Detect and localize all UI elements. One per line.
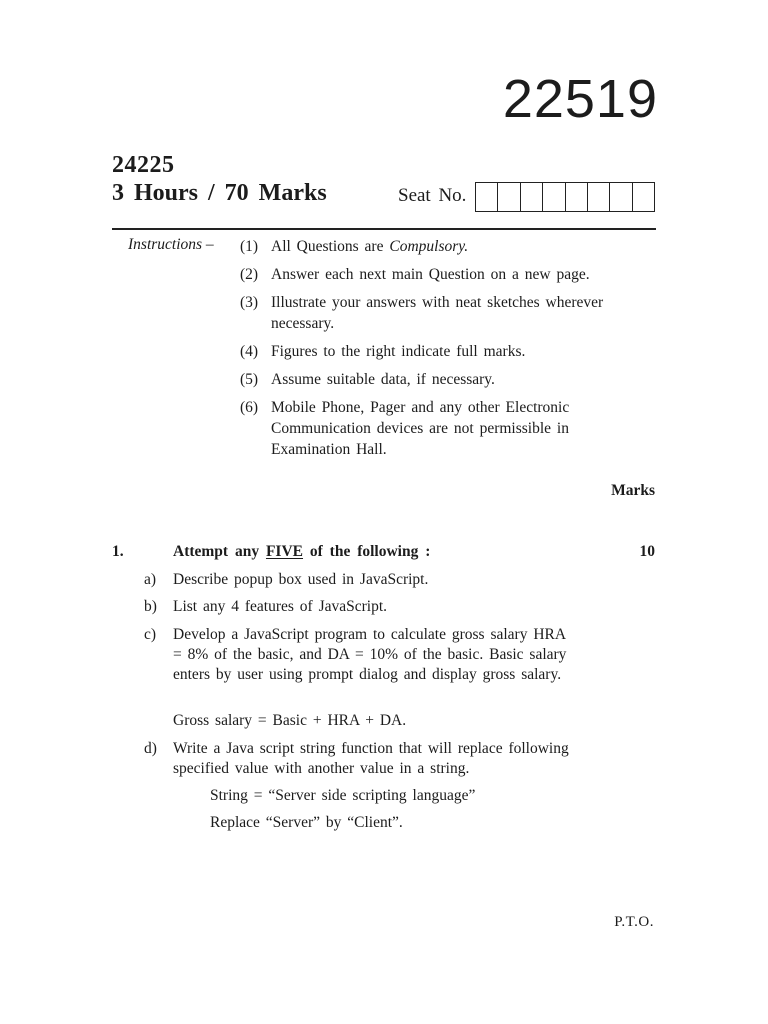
- instruction-item: [240, 397, 640, 460]
- instruction-text: Answer each next main Question on a new page.: [271, 266, 590, 283]
- instruction-item: [240, 264, 640, 285]
- paper-code: 22519: [502, 69, 658, 129]
- instruction-item: [240, 236, 640, 257]
- question-number: 1.: [112, 543, 124, 560]
- instruction-text: Assume suitable data, if necessary.: [271, 371, 495, 388]
- question-marks: 10: [639, 543, 655, 560]
- instruction-number: (4): [240, 343, 259, 360]
- instruction-text: Illustrate your answers with neat sketches wherever necessary.: [271, 294, 604, 332]
- example-string-line: String = “Server side scripting language”: [210, 787, 476, 804]
- question-heading-part: Attempt any: [173, 543, 266, 560]
- instruction-text: [271, 236, 640, 257]
- sub-question: [144, 625, 573, 685]
- example-replace-line: Replace “Server” by “Client”.: [210, 814, 403, 831]
- header-divider: [112, 228, 656, 230]
- marks-column-heading: Marks: [611, 482, 655, 499]
- instructions-heading: Instructions –: [128, 236, 214, 253]
- sub-question-label: b): [144, 598, 157, 615]
- seat-digit-box[interactable]: [498, 183, 520, 211]
- sub-question-text: Describe popup box used in JavaScript.: [173, 571, 429, 588]
- sub-question-text: Develop a JavaScript program to calculate gross salary HRA = 8% of the basic, and DA = 10% of the basic. Basic salary enters by user using prompt dialog and display gross salary.: [173, 626, 567, 683]
- sub-question-text: List any 4 features of JavaScript.: [173, 598, 388, 615]
- instruction-number: (6): [240, 399, 259, 416]
- sub-question-text: Write a Java script string function that will replace following specified value with another value in a string.: [173, 740, 569, 777]
- sub-question-label: d): [144, 740, 157, 757]
- seat-digit-box[interactable]: [588, 183, 610, 211]
- instructions-list: [240, 236, 640, 467]
- seat-digit-box[interactable]: [476, 183, 498, 211]
- instruction-emphasis: Compulsory.: [389, 238, 469, 255]
- instruction-item: [240, 292, 640, 334]
- sub-question: [144, 570, 613, 590]
- question-heading: [173, 543, 430, 561]
- sub-question-label: c): [144, 626, 157, 643]
- sub-question-label: a): [144, 571, 157, 588]
- instruction-number: (2): [240, 266, 259, 283]
- instruction-text: Figures to the right indicate full marks.: [271, 343, 526, 360]
- formula-line: Gross salary = Basic + HRA + DA.: [173, 712, 407, 729]
- seat-number-boxes[interactable]: [475, 182, 655, 212]
- instruction-text-part: All Questions are: [271, 238, 390, 255]
- instruction-item: [240, 369, 640, 390]
- seat-digit-box[interactable]: [521, 183, 543, 211]
- instruction-number: (5): [240, 371, 259, 388]
- instruction-number: (1): [240, 238, 259, 255]
- please-turn-over: P.T.O.: [614, 914, 654, 930]
- instruction-number: (3): [240, 294, 259, 311]
- reference-code: 24225: [112, 152, 175, 178]
- seat-digit-box[interactable]: [566, 183, 588, 211]
- instruction-item: [240, 341, 640, 362]
- seat-number-label: Seat No.: [398, 185, 467, 206]
- question-heading-part: of the following :: [303, 543, 431, 560]
- duration-marks: 3 Hours / 70 Marks: [112, 180, 327, 206]
- seat-digit-box[interactable]: [633, 183, 654, 211]
- seat-digit-box[interactable]: [543, 183, 565, 211]
- instruction-text: Mobile Phone, Pager and any other Electronic Communication devices are not permissible in Examination Hall.: [271, 399, 570, 458]
- question-heading-emphasis: FIVE: [265, 543, 304, 560]
- sub-question: [144, 597, 613, 617]
- seat-digit-box[interactable]: [610, 183, 632, 211]
- sub-question: [144, 739, 613, 779]
